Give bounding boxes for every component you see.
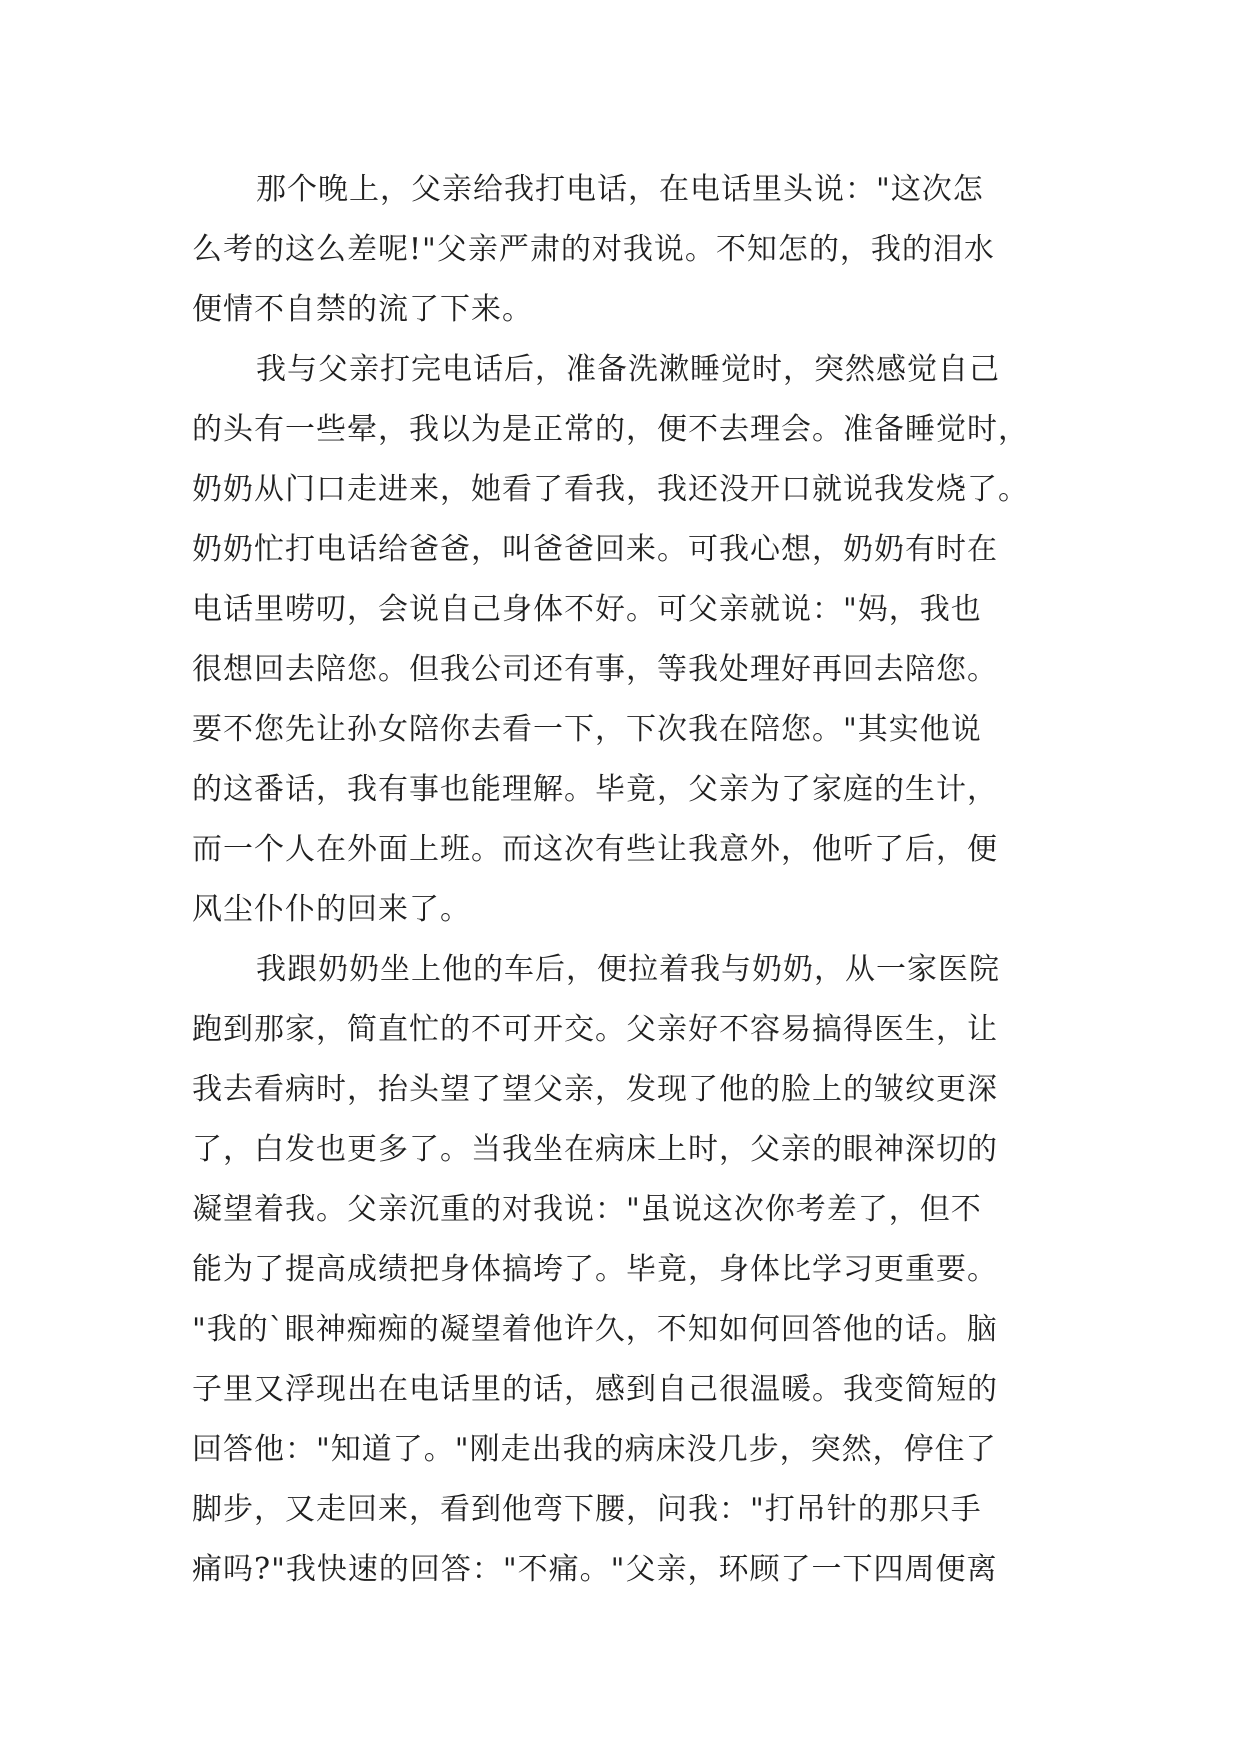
text-line: 跑到那家，简直忙的不可开交。父亲好不容易搞得医生，让	[192, 1012, 998, 1047]
text-line: 能为了提高成绩把身体搞垮了。毕竟，身体比学习更重要。	[192, 1252, 998, 1287]
text-line: 奶奶忙打电话给爸爸，叫爸爸回来。可我心想，奶奶有时在	[192, 532, 998, 567]
text-line: 脚步，又走回来，看到他弯下腰，问我："打吊针的那只手	[192, 1492, 982, 1527]
paragraph-first-line: 我与父亲打完电话后，准备洗漱睡觉时，突然感觉自己	[256, 352, 1000, 387]
paragraph-first-line: 我跟奶奶坐上他的车后，便拉着我与奶奶，从一家医院	[256, 952, 1000, 987]
text-line: 回答他："知道了。"刚走出我的病床没几步，突然，停住了	[192, 1432, 997, 1467]
text-line: 而一个人在外面上班。而这次有些让我意外，他听了后，便	[192, 832, 998, 867]
text-line: "我的`眼神痴痴的凝望着他许久，不知如何回答他的话。脑	[192, 1312, 998, 1347]
document-body	[192, 160, 1052, 1600]
text-line: 很想回去陪您。但我公司还有事，等我处理好再回去陪您。	[192, 652, 998, 687]
text-line: 的这番话，我有事也能理解。毕竟，父亲为了家庭的生计，	[192, 772, 998, 807]
text-line: 痛吗?"我快速的回答："不痛。"父亲，环顾了一下四周便离	[192, 1552, 998, 1587]
text-line: 么考的这么差呢!"父亲严肃的对我说。不知怎的，我的泪水	[192, 232, 995, 267]
text-line: 凝望着我。父亲沉重的对我说："虽说这次你考差了，但不	[192, 1192, 982, 1227]
text-line: 的头有一些晕，我以为是正常的，便不去理会。准备睡觉时，	[192, 412, 1029, 447]
text-line: 奶奶从门口走进来，她看了看我，我还没开口就说我发烧了。	[192, 472, 1029, 507]
paragraph-first-line: 那个晚上，父亲给我打电话，在电话里头说："这次怎	[256, 172, 984, 207]
text-line: 风尘仆仆的回来了。	[192, 892, 471, 927]
text-line: 子里又浮现出在电话里的话，感到自己很温暖。我变简短的	[192, 1372, 998, 1407]
text-line: 电话里唠叨，会说自己身体不好。可父亲就说："妈，我也	[192, 592, 982, 627]
text-line: 要不您先让孙女陪你去看一下，下次我在陪您。"其实他说	[192, 712, 982, 747]
text-line: 了，白发也更多了。当我坐在病床上时，父亲的眼神深切的	[192, 1132, 998, 1167]
text-line: 我去看病时，抬头望了望父亲，发现了他的脸上的皱纹更深	[192, 1072, 998, 1107]
text-line: 便情不自禁的流了下来。	[192, 292, 533, 327]
